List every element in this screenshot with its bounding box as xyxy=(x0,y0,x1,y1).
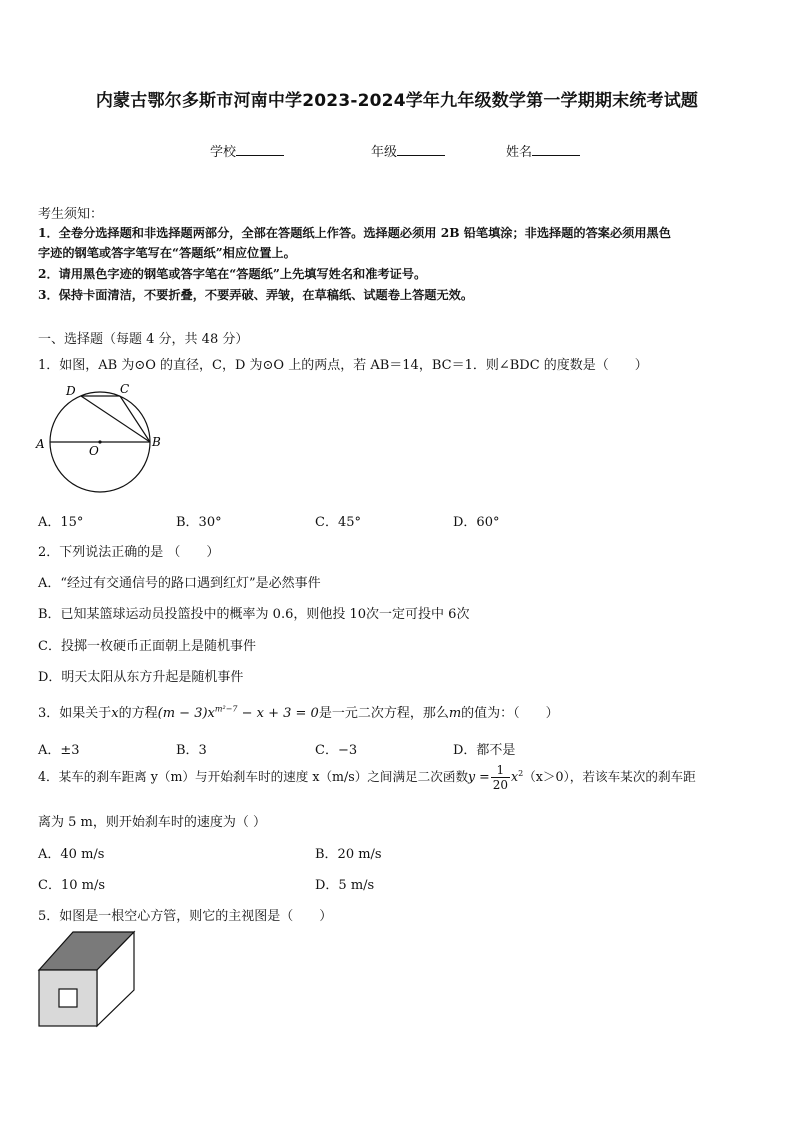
q2-option-b[interactable]: B．已知某篮球运动员投篮投中的概率为 0.6，则他投 10次一定可投中 6次 xyxy=(38,607,470,622)
q4-stem-a: 4．某车的刹车距离 y（m）与开始刹车时的速度 x（m/s）之间满足二次函数 xyxy=(38,769,469,784)
label-d: D xyxy=(66,384,76,398)
label-c: C xyxy=(120,382,130,396)
q2-option-a[interactable]: A．“经过有交通信号的路口遇到红灯”是必然事件 xyxy=(38,576,321,591)
q4-func-x: x xyxy=(511,769,519,784)
q4-func-exp: 2 xyxy=(518,768,524,778)
q3-var-x: x xyxy=(111,706,119,721)
q4-option-c[interactable]: C．10 m/s xyxy=(38,878,105,893)
q4-option-a[interactable]: A．40 m/s xyxy=(38,847,105,862)
q3-option-b[interactable]: B．3 xyxy=(176,743,207,758)
q1-option-c[interactable]: C．45° xyxy=(315,515,361,530)
grade-blank[interactable] xyxy=(397,143,445,156)
name-blank[interactable] xyxy=(532,143,580,156)
label-a: A xyxy=(36,437,45,451)
section-heading: 一、选择题（每题 4 分，共 48 分） xyxy=(38,332,249,347)
q2-stem: 2．下列说法正确的是 （ ） xyxy=(38,545,220,560)
q4-option-b[interactable]: B．20 m/s xyxy=(315,847,382,862)
q3-eq-left: (m − 3)x xyxy=(157,706,215,721)
center-dot xyxy=(98,440,101,443)
notice-line-3: 3．保持卡面清洁，不要折叠，不要弄破、弄皱，在草稿纸、试题卷上答题无效。 xyxy=(38,288,474,302)
q3-stem xyxy=(38,702,559,721)
q3-var-m: m xyxy=(448,706,462,721)
hollow-tube-figure xyxy=(36,928,138,1030)
q2-option-c[interactable]: C．投掷一枚硬币正面朝上是随机事件 xyxy=(38,639,256,654)
q3-suffix: 的值为：（ ） xyxy=(461,706,559,721)
circle-figure xyxy=(34,378,168,502)
chord-cb xyxy=(120,396,150,442)
q1-option-d[interactable]: D．60° xyxy=(453,515,500,530)
q4-frac-den: 20 xyxy=(492,778,508,792)
name-label: 姓名 xyxy=(506,145,533,160)
q3-after: 是一元二次方程，那么 xyxy=(318,706,449,721)
tube-hollow-square xyxy=(59,989,77,1007)
grade-label: 年级 xyxy=(371,145,398,160)
q4-func-y: y = xyxy=(468,769,490,784)
q3-eq-right: − x + 3 = 0 xyxy=(237,706,319,721)
q1-option-a[interactable]: A．15° xyxy=(38,515,84,530)
q3-option-d[interactable]: D．都不是 xyxy=(453,743,516,758)
q4-stem-line-2: 离为 5 m，则开始刹车时的速度为（ ） xyxy=(38,815,266,830)
q4-option-d[interactable]: D．5 m/s xyxy=(315,878,375,893)
name-field xyxy=(506,141,580,160)
q3-prefix: 3．如果关于 xyxy=(38,706,112,721)
label-o: O xyxy=(89,444,99,458)
q3-mid: 的方程 xyxy=(118,706,158,721)
q1-option-b[interactable]: B．30° xyxy=(176,515,222,530)
label-b: B xyxy=(152,435,161,449)
school-field xyxy=(210,141,284,160)
school-label: 学校 xyxy=(210,145,237,160)
notice-heading: 考生须知： xyxy=(38,207,104,222)
q4-stem-b: （x＞0），若该车某次的刹车距 xyxy=(523,769,696,784)
q4-stem-line-1 xyxy=(38,764,696,791)
q1-stem: 1．如图，AB 为⊙O 的直径，C，D 为⊙O 上的两点，若 AB＝14，BC＝1．则∠BDC 的度数是（ ） xyxy=(38,358,648,373)
notice-line-1b: 字迹的钢笔或答字笔写在“答题纸”相应位置上。 xyxy=(38,246,296,260)
school-blank[interactable] xyxy=(236,143,284,156)
q3-eq-exp: m²−7 xyxy=(214,704,238,714)
q3-option-a[interactable]: A．±3 xyxy=(38,743,80,758)
grade-field xyxy=(371,141,445,160)
q4-fraction xyxy=(491,764,510,791)
notice-line-1a: 1．全卷分选择题和非选择题两部分，全部在答题纸上作答。选择题必须用 2B 铅笔填涂；非选择题的答案必须用黑色 xyxy=(38,226,671,240)
q3-option-c[interactable]: C．−3 xyxy=(315,743,358,758)
notice-line-2: 2．请用黑色字迹的钢笔或答字笔在“答题纸”上先填写姓名和准考证号。 xyxy=(38,267,427,281)
q5-stem: 5．如图是一根空心方管，则它的主视图是（ ） xyxy=(38,909,333,924)
q2-option-d[interactable]: D．明天太阳从东方升起是随机事件 xyxy=(38,670,244,685)
page-title: 内蒙古鄂尔多斯市河南中学2023-2024学年九年级数学第一学期期末统考试题 xyxy=(95,91,699,111)
chord-db xyxy=(81,396,150,442)
q4-frac-num: 1 xyxy=(491,764,510,778)
